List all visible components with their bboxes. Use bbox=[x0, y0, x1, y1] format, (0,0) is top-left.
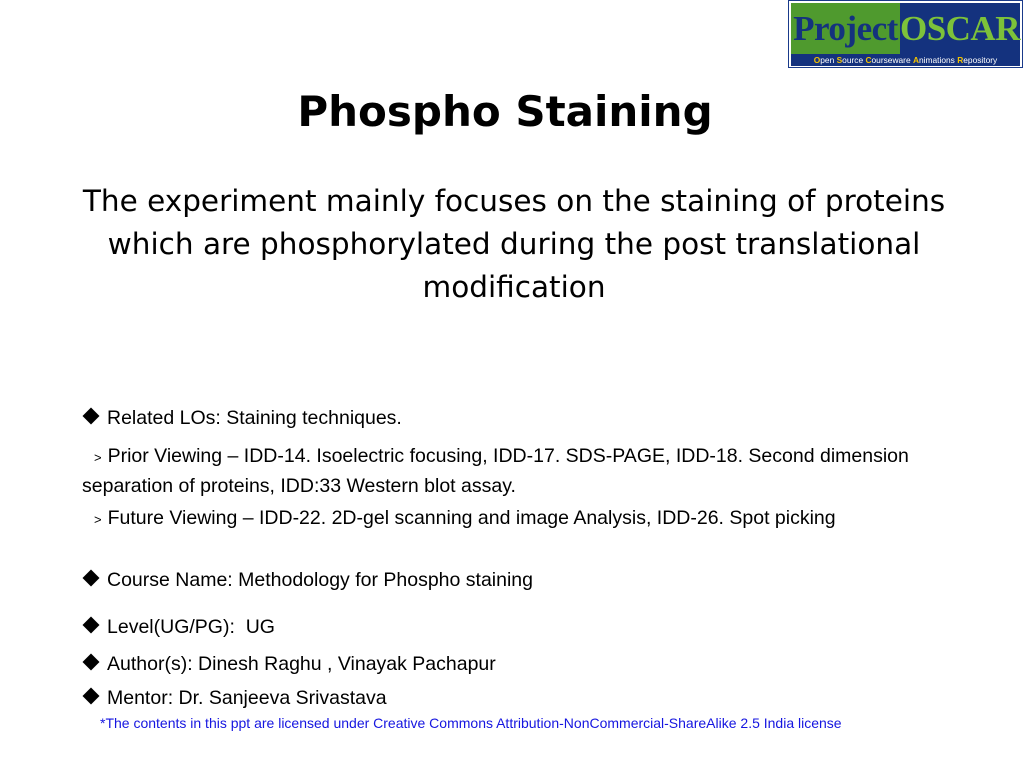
tagline-initial: C bbox=[865, 55, 872, 65]
tagline-text: ource bbox=[842, 55, 866, 65]
level-text: Level(UG/PG): UG bbox=[107, 616, 275, 638]
logo-tagline bbox=[791, 54, 1020, 66]
slide-title: Phospho Staining bbox=[297, 87, 713, 136]
prior-viewing-item bbox=[82, 442, 982, 500]
prior-viewing-text: Prior Viewing – IDD-14. Isoelectric focusing, IDD-17. SDS-PAGE, IDD-18. Second dimension separation of proteins, IDD:33 Western blot assay. bbox=[82, 445, 909, 497]
level-item bbox=[82, 613, 982, 641]
diamond-bullet-icon bbox=[83, 570, 100, 587]
authors-item bbox=[82, 650, 982, 678]
course-name-text: Course Name: Methodology for Phospho staining bbox=[107, 569, 533, 591]
tagline-initial: O bbox=[813, 55, 821, 65]
mentor-item bbox=[82, 684, 982, 712]
diamond-bullet-icon bbox=[83, 408, 100, 425]
tagline-initial: S bbox=[836, 55, 843, 65]
course-name-item bbox=[82, 566, 982, 594]
mentor-text: Mentor: Dr. Sanjeeva Srivastava bbox=[107, 687, 387, 709]
diamond-bullet-icon bbox=[83, 654, 100, 671]
tagline-initial: R bbox=[957, 55, 964, 65]
tagline-text: nimations bbox=[919, 55, 958, 65]
related-los-text: Related LOs: Staining techniques. bbox=[107, 407, 402, 429]
tagline-initial: A bbox=[912, 55, 920, 65]
logo-word-oscar: OSCAR bbox=[900, 3, 1020, 54]
diamond-bullet-icon bbox=[83, 617, 100, 634]
tagline-text: epository bbox=[963, 55, 998, 65]
slide-subtitle: The experiment mainly focuses on the staining of proteins which are phosphorylated during the post translational modification bbox=[82, 184, 946, 304]
authors-text: Author(s): Dinesh Raghu , Vinayak Pachapur bbox=[107, 653, 496, 675]
related-los-item bbox=[82, 404, 982, 432]
arrow-bullet-icon: > bbox=[94, 512, 102, 527]
arrow-bullet-icon: > bbox=[94, 450, 102, 465]
future-viewing-text: Future Viewing – IDD-22. 2D-gel scanning and image Analysis, IDD-26. Spot picking bbox=[107, 507, 836, 529]
future-viewing-item bbox=[82, 504, 982, 534]
logo-banner bbox=[791, 3, 1020, 54]
tagline-text: ourseware bbox=[871, 55, 913, 65]
tagline-text: pen bbox=[820, 55, 837, 65]
license-note: *The contents in this ppt are licensed under Creative Commons Attribution-NonCommercial-ShareAlike 2.5 India license bbox=[100, 715, 842, 731]
project-oscar-logo bbox=[788, 0, 1023, 68]
logo-word-project: Project bbox=[791, 3, 900, 54]
diamond-bullet-icon bbox=[83, 688, 100, 705]
